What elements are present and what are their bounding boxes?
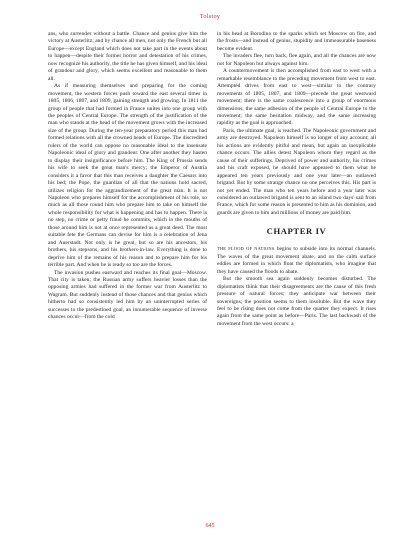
left-column: [48, 31, 207, 491]
chapter-opening-paragraph: [217, 245, 376, 276]
body-paragraph: in his head at Borodino to the sparks which set Moscow on fire, and the frosts—and instead of genius, stupidity and immeasurable baseness become evident.: [217, 31, 376, 52]
body-paragraph: As if measuring themselves and preparing for the coming movement, the western forces push toward the east several times in 1805, 1806, 1807, and 1809, gaining strength and growing. In 1811 the group of people that had formed in France unites into one group with the peoples of Central Europe. The strength of the justification of the man who stands at the head of the movement grows with the increased size of the group. During the ten-year preparatory period this man had formed relations with all the crowned heads of Europe. The discredited rulers of the world can oppose no reasonable ideal to the insensate Napoleonic ideal of glory and grandeur. One after another they hasten to display their insignificance before him. The King of Prussia sends his wife to seek the great man's mercy; the Emperor of Austria considers it a favor that this man receives a daughter the Caesars into his bed; the Pope, the guardian of all that the nations hold sacred, utilizes religion for the aggrandizement of the great man. It is not Napoleon who prepares himself for the accomplishment of his role, so much as all those round him who prepare him to take on himself the whole responsibility for what is happening and has to happen. There is no step, no crime or petty fraud he commits, which in the mouths of those around him is not at once represented as a great deed. The most suitable fete the Germans can devise for him is a celebration of Jena and Auerstadt. Not only is he great, but so are his ancestors, his brothers, his stepsons, and his brothers-in-law. Everything is done to deprive him of the remains of his reason and to prepare him for his terrible part. And when he is ready so too are the forces.: [48, 83, 207, 269]
page-body: [48, 31, 376, 491]
right-column: [217, 31, 376, 491]
chapter-opening-text: begins to subside into its normal channels. The waves of the great movement abate, and on the calm surface eddies are formed in which float the diplomatists, who imagine that they have caused the floods to abate.: [217, 246, 376, 275]
chapter-lead-in: THE FLOOD OF NATIONS: [217, 246, 275, 252]
body-paragraph: ans, who surrender without a battle. Chance and genius give him the victory at Austerlitz; and by chance all men, not only the French but all Europe—except England which does not take part in the events about to happen—despite their former horror and detestation of his crimes, now recognize his authority, the title he has given himself, and his ideal of grandeur and glory, which seems excellent and reasonable to them all.: [48, 31, 207, 82]
running-head: Tolstoy: [199, 13, 221, 20]
chapter-heading: CHAPTER IV: [266, 226, 327, 237]
body-paragraph: The invaders flee, turn back, flee again, and all the chances are now not for Napoleon but always against him.: [217, 53, 376, 67]
body-paragraph: A countermovement is then accomplished from east to west with a remarkable resemblance to the preceding movement from west to east. Attempted drives from east to west—similar to the contrary movements of 1805, 1807, and 1809—precede the great westward movement; there is the same coalescence into a group of enormous dimensions; the same adhesion of the people of Central Europe to the movement; the same hesitation midway, and the same increasing rapidity as the goal is approached.: [217, 68, 376, 127]
body-paragraph: But the smooth sea again suddenly becomes disturbed. The diplomatists think that their disagreements are the cause of this fresh pressure of natural forces; they anticipate war between their sovereigns; the position seems to them insoluble. But the wave they feel to be rising does not come from the quarter they expect. It rises again from the same point as before—Paris. The last backwash of the movement from the west occurs: a: [217, 276, 376, 327]
body-paragraph: Paris, the ultimate goal, is reached. The Napoleonic government and army are destroyed. Napoleon himself is no longer of any account; all his actions are evidently pitiful and mean, but again an inexplicable chance occurs. The allies detest Napoleon whom they regard as the cause of their sufferings. Deprived of power and authority, his crimes and his craft exposed, he should have appeared to them what he appeared ten years previously and one year later—an outlawed brigand. But by some strange chance no one perceives this. His part is not yet ended. The man who ten years before and a year later was considered an outlawed brigand is sent to an island two days' sail from France, which for some reason is presented to him as his dominion, and guards are given to him and millions of money are paid him.: [217, 127, 376, 216]
body-paragraph: The invasion pushes eastward and reaches its final goal—Moscow. That city is taken; the Russian army suffers heavier losses than the opposing armies had suffered in the former war from Austerlitz to Wagram. But suddenly instead of those chances and that genius which hitherto had so consistently led him by an uninterrupted series of successes to the predestined goal, an innumerable sequence of inverse chances occur—from the cold: [48, 269, 207, 321]
page-number: 645: [205, 523, 215, 529]
